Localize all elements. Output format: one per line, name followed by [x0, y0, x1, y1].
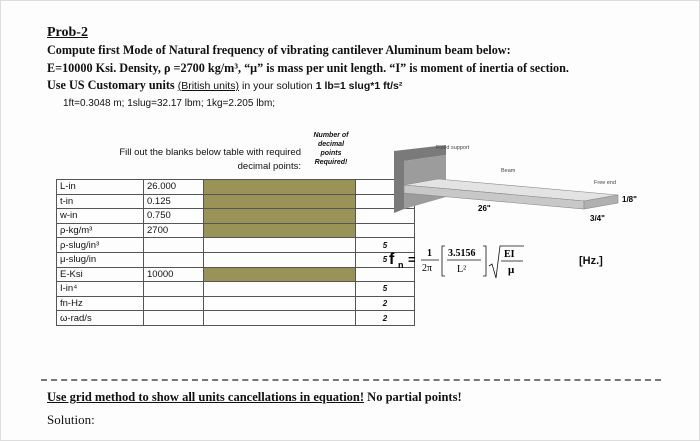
row-value [144, 311, 204, 326]
decimal-points-cell: 5 [356, 238, 415, 253]
row-label: L-in [57, 180, 144, 195]
row-value: 10000 [144, 267, 204, 282]
no-partial-points: No partial points! [367, 390, 462, 404]
lb-slug-conversion: 1 lb=1 slug*1 ft/s² [315, 80, 403, 92]
formula-length-squared: L² [457, 264, 467, 275]
row-label: μ-slug/in [57, 252, 144, 267]
decimal-header-line: Number of [313, 132, 349, 139]
row-label: fn-Hz [57, 296, 144, 311]
row-label: t-in [57, 194, 144, 209]
formula-coefficient: 3.5156 [448, 248, 476, 259]
decimal-points-cell: 2 [356, 311, 415, 326]
row-value [144, 252, 204, 267]
decimal-header-line: decimal [317, 141, 345, 148]
row-label: ρ-slug/in³ [57, 238, 144, 253]
answer-cell[interactable] [204, 252, 356, 267]
row-label: ω-rad/s [57, 311, 144, 326]
units-instruction: Use US Customary units [47, 78, 175, 92]
thickness-dimension: 1/8" [622, 195, 637, 204]
table-row [57, 223, 415, 238]
answer-cell[interactable] [204, 282, 356, 297]
row-value [144, 296, 204, 311]
row-label: w-in [57, 209, 144, 224]
answer-cell [204, 180, 356, 195]
table-row [57, 252, 415, 267]
cantilever-beam-diagram [386, 139, 646, 229]
answer-cell[interactable] [204, 296, 356, 311]
formula-lhs: f [389, 251, 395, 268]
decimal-header-line: points [320, 150, 342, 157]
fixed-support-label: Fixed support [436, 145, 470, 151]
answer-cell[interactable] [204, 238, 356, 253]
decimal-points-header [302, 131, 360, 167]
decimal-points-cell: 5 [356, 282, 415, 297]
answer-cell [204, 223, 356, 238]
formula-numerator-one: 1 [427, 248, 432, 259]
row-value: 2700 [144, 223, 204, 238]
row-label: ρ-kg/m³ [57, 223, 144, 238]
problem-statement-line1: Compute first Mode of Natural frequency of vibrating cantilever Aluminum beam below: [47, 43, 511, 57]
table-instruction-line2: decimal points: [237, 161, 301, 172]
row-value [144, 282, 204, 297]
solution-label: Solution: [47, 412, 95, 427]
beam-label: Beam [501, 168, 516, 174]
dashed-divider [41, 379, 661, 381]
row-value: 26.000 [144, 180, 204, 195]
decimal-header-line: Required! [314, 159, 348, 166]
table-row [57, 209, 415, 224]
grid-method-instruction: Use grid method to show all units cancellations in equation! [47, 390, 365, 404]
natural-frequency-formula [389, 236, 589, 286]
problem-statement-line3 [47, 78, 402, 93]
unit-conversions: 1ft=0.3048 m; 1slug=32.17 lbm; 1kg=2.205 lbm; [63, 98, 276, 109]
table-row [57, 311, 415, 326]
row-label: I-in⁴ [57, 282, 144, 297]
row-value [144, 238, 204, 253]
decimal-points-cell: 2 [356, 296, 415, 311]
left-bracket [442, 246, 445, 276]
table-instruction [61, 146, 301, 174]
formula-mu: μ [508, 264, 515, 276]
problem-statement-line2: E=10000 Ksi. Density, ρ =2700 kg/m³, “μ” is mass per unit length. “I” is moment of inertia of section. [47, 61, 569, 75]
table-row [57, 238, 415, 253]
table-row [57, 296, 415, 311]
british-units-note: (British units) [177, 80, 239, 92]
answer-cell [204, 194, 356, 209]
table-row [57, 282, 415, 297]
table-instruction-line1: Fill out the blanks below table with required [119, 147, 301, 158]
decimal-points-cell: 5 [356, 252, 415, 267]
table-row [57, 267, 415, 282]
width-dimension: 3/4" [590, 214, 605, 223]
formula-equals: = [408, 252, 416, 267]
table-row [57, 194, 415, 209]
table-row [57, 180, 415, 195]
formula-ei: EI [504, 249, 515, 260]
problem-title: Prob-2 [47, 25, 88, 40]
row-value: 0.750 [144, 209, 204, 224]
free-end-label: Free end [594, 180, 617, 186]
units-instruction-middle: in your solution [242, 80, 313, 92]
right-bracket [483, 246, 486, 276]
answer-cell [204, 267, 356, 282]
grid-method-note [47, 390, 462, 405]
row-value: 0.125 [144, 194, 204, 209]
row-label: E-Ksi [57, 267, 144, 282]
frequency-units: [Hz.] [579, 255, 603, 267]
answer-cell[interactable] [204, 311, 356, 326]
formula-subscript: n [398, 260, 404, 270]
properties-table [56, 179, 415, 326]
answer-cell [204, 209, 356, 224]
length-dimension: 26" [478, 204, 491, 213]
formula-two-pi: 2π [422, 263, 433, 274]
